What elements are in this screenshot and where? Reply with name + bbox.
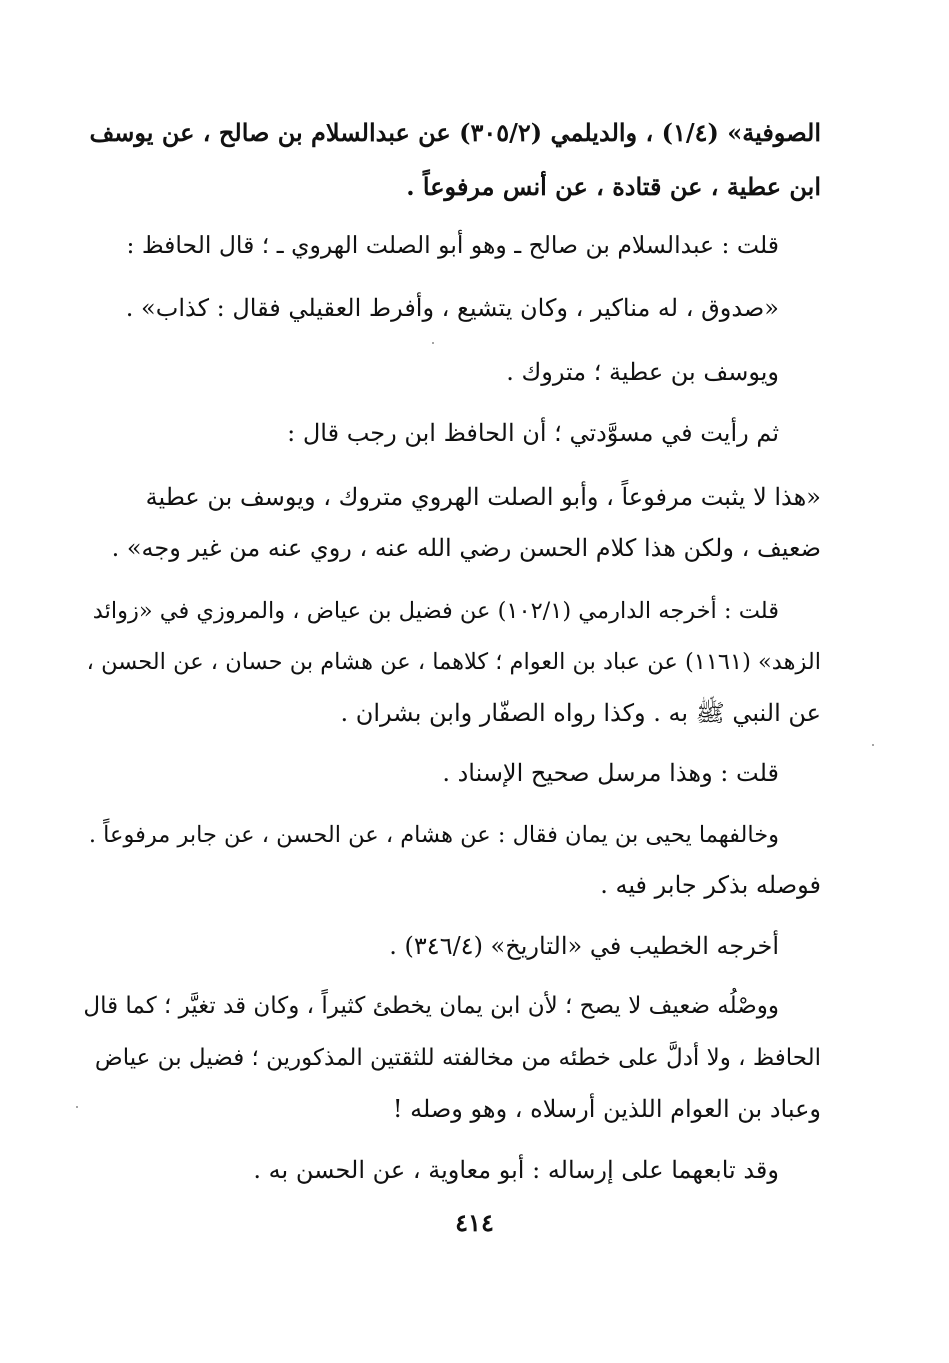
text-line-15: أخرجه الخطيب في «التاريخ» (٣٤٦/٤) . [389, 932, 779, 960]
text-line-2: ابن عطية ، عن قتادة ، عن أنس مرفوعاً . [406, 172, 821, 201]
scan-speck [432, 342, 434, 344]
text-line-7: «هذا لا يثبت مرفوعاً ، وأبو الصلت الهروي متروك ، ويوسف بن عطية [145, 483, 821, 511]
text-line-14: فوصله بذكر جابر فيه . [600, 871, 821, 899]
text-line-18: وعباد بن العوام اللذين أرسلاه ، وهو وصله ! [392, 1095, 821, 1123]
scan-speck [76, 1106, 78, 1108]
page-number: ٤١٤ [455, 1208, 494, 1237]
text-line-10: الزهد» (١١٦١) عن عباد بن العوام ؛ كلاهما ، عن هشام بن حسان ، عن الحسن ، [86, 649, 821, 675]
text-line-17: الحافظ ، ولا أدلَّ على خطئه من مخالفته للثقتين المذكورين ؛ فضيل بن عياض [94, 1045, 821, 1071]
scan-speck [872, 744, 874, 746]
text-line-19: وقد تابعهما على إرساله : أبو معاوية ، عن الحسن به . [253, 1156, 779, 1184]
text-line-6: ثم رأيت في مسوَّدتي ؛ أن الحافظ ابن رجب قال : [287, 419, 779, 447]
text-line-3: قلت : عبدالسلام بن صالح ـ وهو أبو الصلت الهروي ـ ؛ قال الحافظ : [126, 231, 779, 259]
text-line-16: ووصْلُه ضعيف لا يصح ؛ لأن ابن يمان يخطئ كثيراً ، وكان قد تغيَّر ؛ كما قال [83, 993, 779, 1019]
text-line-12: قلت : وهذا مرسل صحيح الإسناد . [442, 759, 779, 787]
text-line-5: ويوسف بن عطية ؛ متروك . [506, 358, 779, 386]
text-line-13: وخالفهما يحيى بن يمان فقال : عن هشام ، عن الحسن ، عن جابر مرفوعاً . [88, 822, 779, 848]
text-line-8: ضعيف ، ولكن هذا كلام الحسن رضي الله عنه ، روي عنه من غير وجه» . [111, 534, 821, 562]
text-line-11: عن النبي ﷺ به . وكذا رواه الصفّار وابن بشران . [340, 699, 821, 727]
text-line-1: الصوفية» (١/٤) ، والديلمي (٣٠٥/٢) عن عبدالسلام بن صالح ، عن يوسف [89, 118, 821, 147]
text-line-4: «صدوق ، له مناكير ، وكان يتشيع ، وأفرط العقيلي فقال : كذاب» . [125, 294, 779, 322]
text-line-9: قلت : أخرجه الدارمي (١٠٢/١) عن فضيل بن عياض ، والمروزي في «زوائد [92, 598, 779, 624]
